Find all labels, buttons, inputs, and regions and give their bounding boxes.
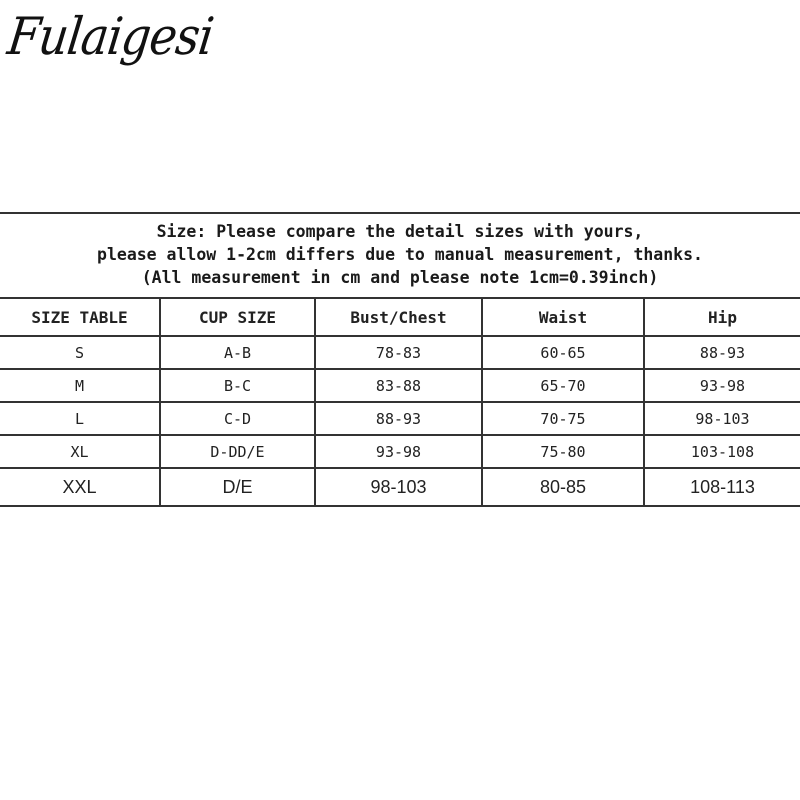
cell-size: XL bbox=[0, 435, 160, 468]
cell-cup-size: D/E bbox=[160, 468, 315, 506]
table-row bbox=[0, 435, 800, 468]
header-bust-chest: Bust/Chest bbox=[315, 298, 482, 336]
cell-cup-size: C-D bbox=[160, 402, 315, 435]
cell-waist: 75-80 bbox=[482, 435, 644, 468]
size-table bbox=[0, 297, 800, 507]
cell-waist: 80-85 bbox=[482, 468, 644, 506]
table-row bbox=[0, 468, 800, 506]
cell-bust-chest: 88-93 bbox=[315, 402, 482, 435]
cell-cup-size: D-DD/E bbox=[160, 435, 315, 468]
cell-waist: 60-65 bbox=[482, 336, 644, 369]
cell-hip: 88-93 bbox=[644, 336, 800, 369]
header-size-table: SIZE TABLE bbox=[0, 298, 160, 336]
brand-logo: Fulaigesi bbox=[4, 6, 217, 67]
cell-waist: 65-70 bbox=[482, 369, 644, 402]
notice-line: (All measurement in cm and please note 1cm=0.39inch) bbox=[141, 268, 659, 287]
size-notice bbox=[0, 212, 800, 289]
cell-waist: 70-75 bbox=[482, 402, 644, 435]
cell-cup-size: A-B bbox=[160, 336, 315, 369]
cell-size: M bbox=[0, 369, 160, 402]
table-row bbox=[0, 369, 800, 402]
table-header-row bbox=[0, 298, 800, 336]
cell-hip: 98-103 bbox=[644, 402, 800, 435]
cell-bust-chest: 98-103 bbox=[315, 468, 482, 506]
header-cup-size: CUP SIZE bbox=[160, 298, 315, 336]
cell-size: L bbox=[0, 402, 160, 435]
header-waist: Waist bbox=[482, 298, 644, 336]
cell-bust-chest: 78-83 bbox=[315, 336, 482, 369]
cell-size: XXL bbox=[0, 468, 160, 506]
cell-cup-size: B-C bbox=[160, 369, 315, 402]
notice-line: please allow 1-2cm differs due to manual measurement, thanks. bbox=[97, 245, 703, 264]
header-hip: Hip bbox=[644, 298, 800, 336]
table-row bbox=[0, 336, 800, 369]
cell-bust-chest: 93-98 bbox=[315, 435, 482, 468]
cell-hip: 93-98 bbox=[644, 369, 800, 402]
notice-line: Size: Please compare the detail sizes with yours, bbox=[156, 222, 644, 241]
cell-hip: 103-108 bbox=[644, 435, 800, 468]
table-row bbox=[0, 402, 800, 435]
cell-bust-chest: 83-88 bbox=[315, 369, 482, 402]
cell-size: S bbox=[0, 336, 160, 369]
cell-hip: 108-113 bbox=[644, 468, 800, 506]
